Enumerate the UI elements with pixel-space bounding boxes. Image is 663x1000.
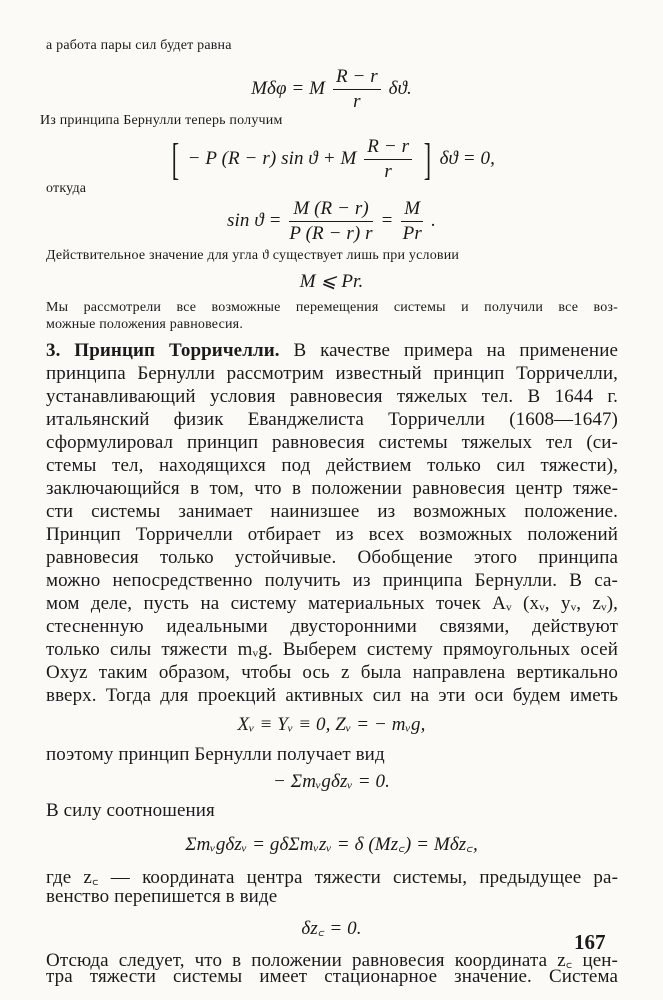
bracket-open: [ — [171, 134, 180, 184]
equation-part: δϑ = 0, — [439, 147, 496, 169]
equation-part: = — [380, 209, 394, 231]
paragraph-line: принципа Бернулли рассмотрим известный принцип Торричелли, — [46, 363, 618, 384]
section-heading: 3. Принцип Торричелли. — [46, 340, 280, 361]
text-line: можные положения равновесия. — [46, 317, 244, 332]
equation-condition: M ⩽ Pr. — [299, 271, 364, 292]
equation-part: . — [431, 209, 436, 231]
text-line: поэтому принцип Бернулли получает вид — [46, 744, 385, 765]
paragraph-line: сформулировал принцип равновесия системы тяжелых тел (си- — [46, 432, 618, 453]
text-line: откуда — [46, 181, 87, 196]
paragraph-line: заключающийся в том, что в положении равновесия центр тяже- — [46, 478, 618, 499]
fraction-numerator: R − r — [333, 66, 381, 90]
bracket-close: ] — [423, 134, 432, 184]
text-line: Действительное значение для угла ϑ существует лишь при условии — [46, 248, 460, 263]
paragraph-line: мом деле, пусть на систему материальных точек Aᵥ (xᵥ, yᵥ, zᵥ), — [46, 593, 618, 614]
fraction-denominator: r — [384, 161, 392, 182]
fraction-numerator: R − r — [364, 136, 412, 160]
paragraph-line: Отсюда следует, что в положении равновесия координата z꜀ цен- — [46, 950, 618, 971]
fraction — [364, 136, 412, 183]
equation-center: δz꜀ = 0. — [301, 918, 362, 939]
equation-bernoulli — [0, 136, 663, 183]
paragraph-line: можно непосредственно получить из принципа Бернулли. В са- — [46, 570, 618, 591]
page-number: 167 — [574, 930, 606, 954]
paragraph-line: устанавливающий условия равновесия тяжелых тел. В 1644 г. — [46, 386, 618, 407]
fraction — [401, 198, 423, 245]
fraction-numerator: M (R − r) — [289, 198, 372, 222]
paragraph-line: сти системы занимает наинизшее из возможных положение. — [46, 501, 618, 522]
text-line: венство перепишется в виде — [46, 886, 278, 907]
equation-part: Mδφ = M — [251, 77, 326, 99]
text-line: а работа пары сил будет равна — [46, 38, 232, 53]
paragraph-line: Oxyz таким образом, чтобы ось z была направлена вертикально — [46, 662, 618, 683]
fraction-denominator: Pr — [402, 223, 422, 244]
paragraph-line: где z꜀ — координата центра тяжести системы, предыдущее ра- — [46, 867, 618, 888]
fraction — [289, 198, 372, 245]
paragraph-line: только силы тяжести mᵥg. Выберем систему прямоугольных осей — [46, 639, 618, 660]
paragraph-line: вверх. Тогда для проекций активных сил на эти оси будем иметь — [46, 685, 618, 706]
equation-sin — [0, 198, 663, 245]
paragraph-line: равновесия только устойчивые. Обобщение этого принципа — [46, 547, 618, 568]
equation-projections: Xᵥ ≡ Yᵥ ≡ 0, Zᵥ = − mᵥg, — [237, 714, 426, 735]
equation-part: sin ϑ = — [227, 209, 282, 231]
equation-work — [0, 66, 663, 113]
text-line: Мы рассмотрели все возможные перемещения системы и получили все воз- — [46, 300, 618, 315]
text-line: В силу соотношения — [46, 800, 215, 821]
paragraph-line: тра тяжести системы имеет стационарное значение. Система — [46, 966, 618, 987]
fraction-denominator: r — [353, 91, 361, 112]
text-span: В качестве примера на применение — [293, 340, 618, 361]
equation-relation: Σmᵥgδzᵥ = gδΣmᵥzᵥ = δ (Mz꜀) = Mδz꜀, — [185, 834, 478, 855]
fraction-numerator: M — [401, 198, 423, 222]
paragraph-line: стемы тел, находящихся под действием только сил тяжести), — [46, 455, 618, 476]
equation-part: δϑ. — [388, 77, 412, 99]
equation-sum: − Σmᵥgδzᵥ = 0. — [273, 771, 390, 792]
paragraph-line: Принцип Торричелли отбирает из всех возможных положений — [46, 524, 618, 545]
fraction — [333, 66, 381, 113]
text-line: Из принципа Бернулли теперь получим — [40, 113, 283, 128]
paragraph-line — [46, 340, 618, 362]
fraction-denominator: P (R − r) r — [289, 223, 373, 244]
paragraph-line: итальянский физик Еванджелиста Торричелли (1608—1647) — [46, 409, 618, 430]
paragraph-line: стесненную идеальными двусторонними связями, действуют — [46, 616, 618, 637]
equation-part: − P (R − r) sin ϑ + M — [187, 147, 357, 169]
